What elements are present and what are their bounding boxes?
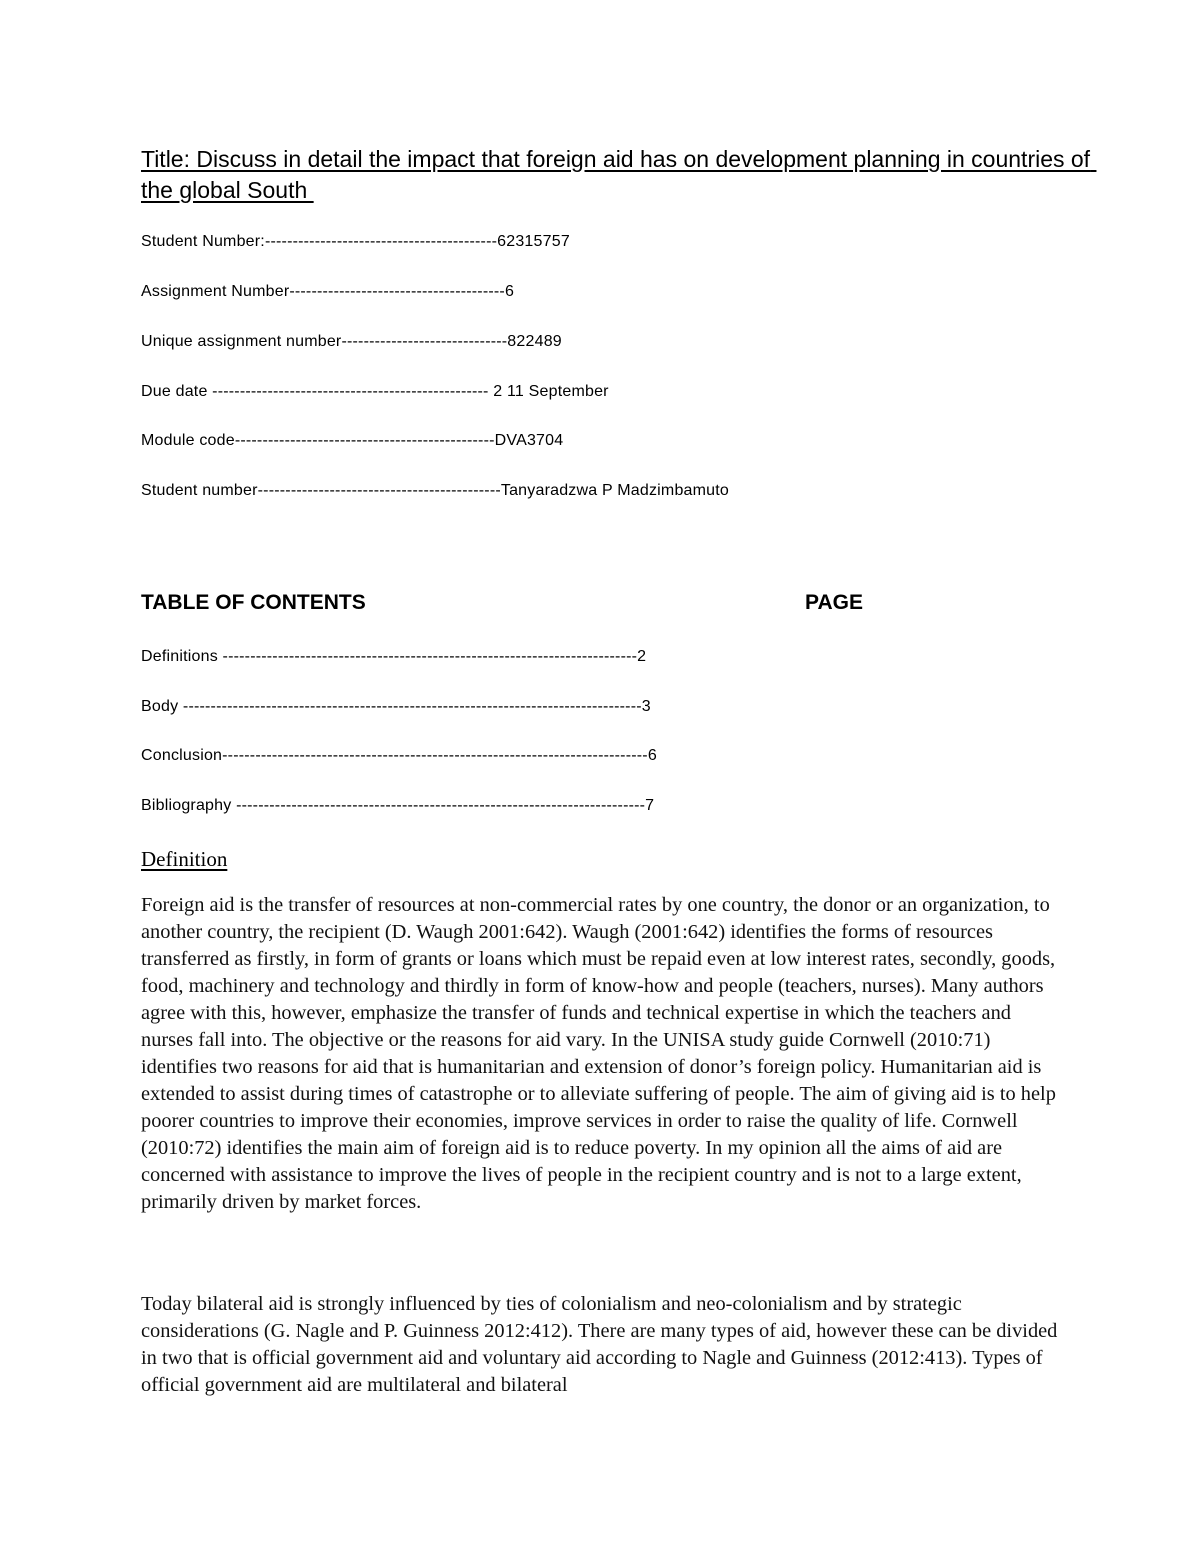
student-number-line: Student Number:------------------------------------------62315757 <box>141 233 570 250</box>
toc-entry-conclusion: Conclusion-----------------------------------------------------------------------------6 <box>141 747 657 764</box>
section-heading-definition: Definition <box>141 847 228 871</box>
student-name-line: Student number--------------------------------------------Tanyaradzwa P Madzimbamuto <box>141 482 730 499</box>
toc-heading: TABLE OF CONTENTS <box>141 591 366 614</box>
page-title: Title: Discuss in detail the impact that foreign aid has on development planning in countries of the global South <box>141 146 1097 203</box>
toc-entry-bibliography: Bibliography --------------------------------------------------------------------------7 <box>141 797 655 814</box>
toc-heading-row <box>141 590 871 616</box>
toc-entry-body: Body -----------------------------------------------------------------------------------3 <box>141 698 651 715</box>
module-code-line: Module code-----------------------------------------------DVA3704 <box>141 432 564 449</box>
unique-assignment-number-line: Unique assignment number------------------------------822489 <box>141 333 562 350</box>
paragraph: Foreign aid is the transfer of resources at non-commercial rates by one country, the donor or an organization, to another country, the recipient (D. Waugh 2001:642). Waugh (2001:642) identifies the forms of resources transferred as firstly, in form of grants or loans which must be repaid even at low interest rates, secondly, goods, food, machinery and technology and thirdly in form of know-how and people (teachers, nurses). Many authors agree with this, however, emphasize the transfer of funds and technical expertise in which the teachers and nurses fall into. The objective or the reasons for aid vary. In the UNISA study guide Cornwell (2010:71) identifies two reasons for aid that is humanitarian and extension of donor’s foreign policy. Humanitarian aid is extended to assist during times of catastrophe or to alleviate suffering of people. The aim of giving aid is to help poorer countries to improve their economies, improve services in order to raise the quality of life. Cornwell (2010:72) identifies the main aim of foreign aid is to reduce poverty. In my opinion all the aims of aid are concerned with assistance to improve the lives of people in the recipient country and is not to a large extent, primarily driven by market forces. <box>141 894 1056 1213</box>
assignment-number-line: Assignment Number---------------------------------------6 <box>141 283 515 300</box>
due-date-line: Due date -------------------------------------------------- 2 11 September <box>141 383 609 400</box>
toc-page-heading: PAGE <box>805 591 863 614</box>
toc-entry-definitions: Definitions ---------------------------------------------------------------------------2 <box>141 648 647 665</box>
paragraph: Today bilateral aid is strongly influenced by ties of colonialism and neo-colonialism and by strategic considerations (G. Nagle and P. Guinness 2012:412). There are many types of aid, however these can be divided in two that is official government aid and voluntary aid according to Nagle and Guinness (2012:413). Types of official government aid are multilateral and bilateral <box>141 1293 1058 1396</box>
